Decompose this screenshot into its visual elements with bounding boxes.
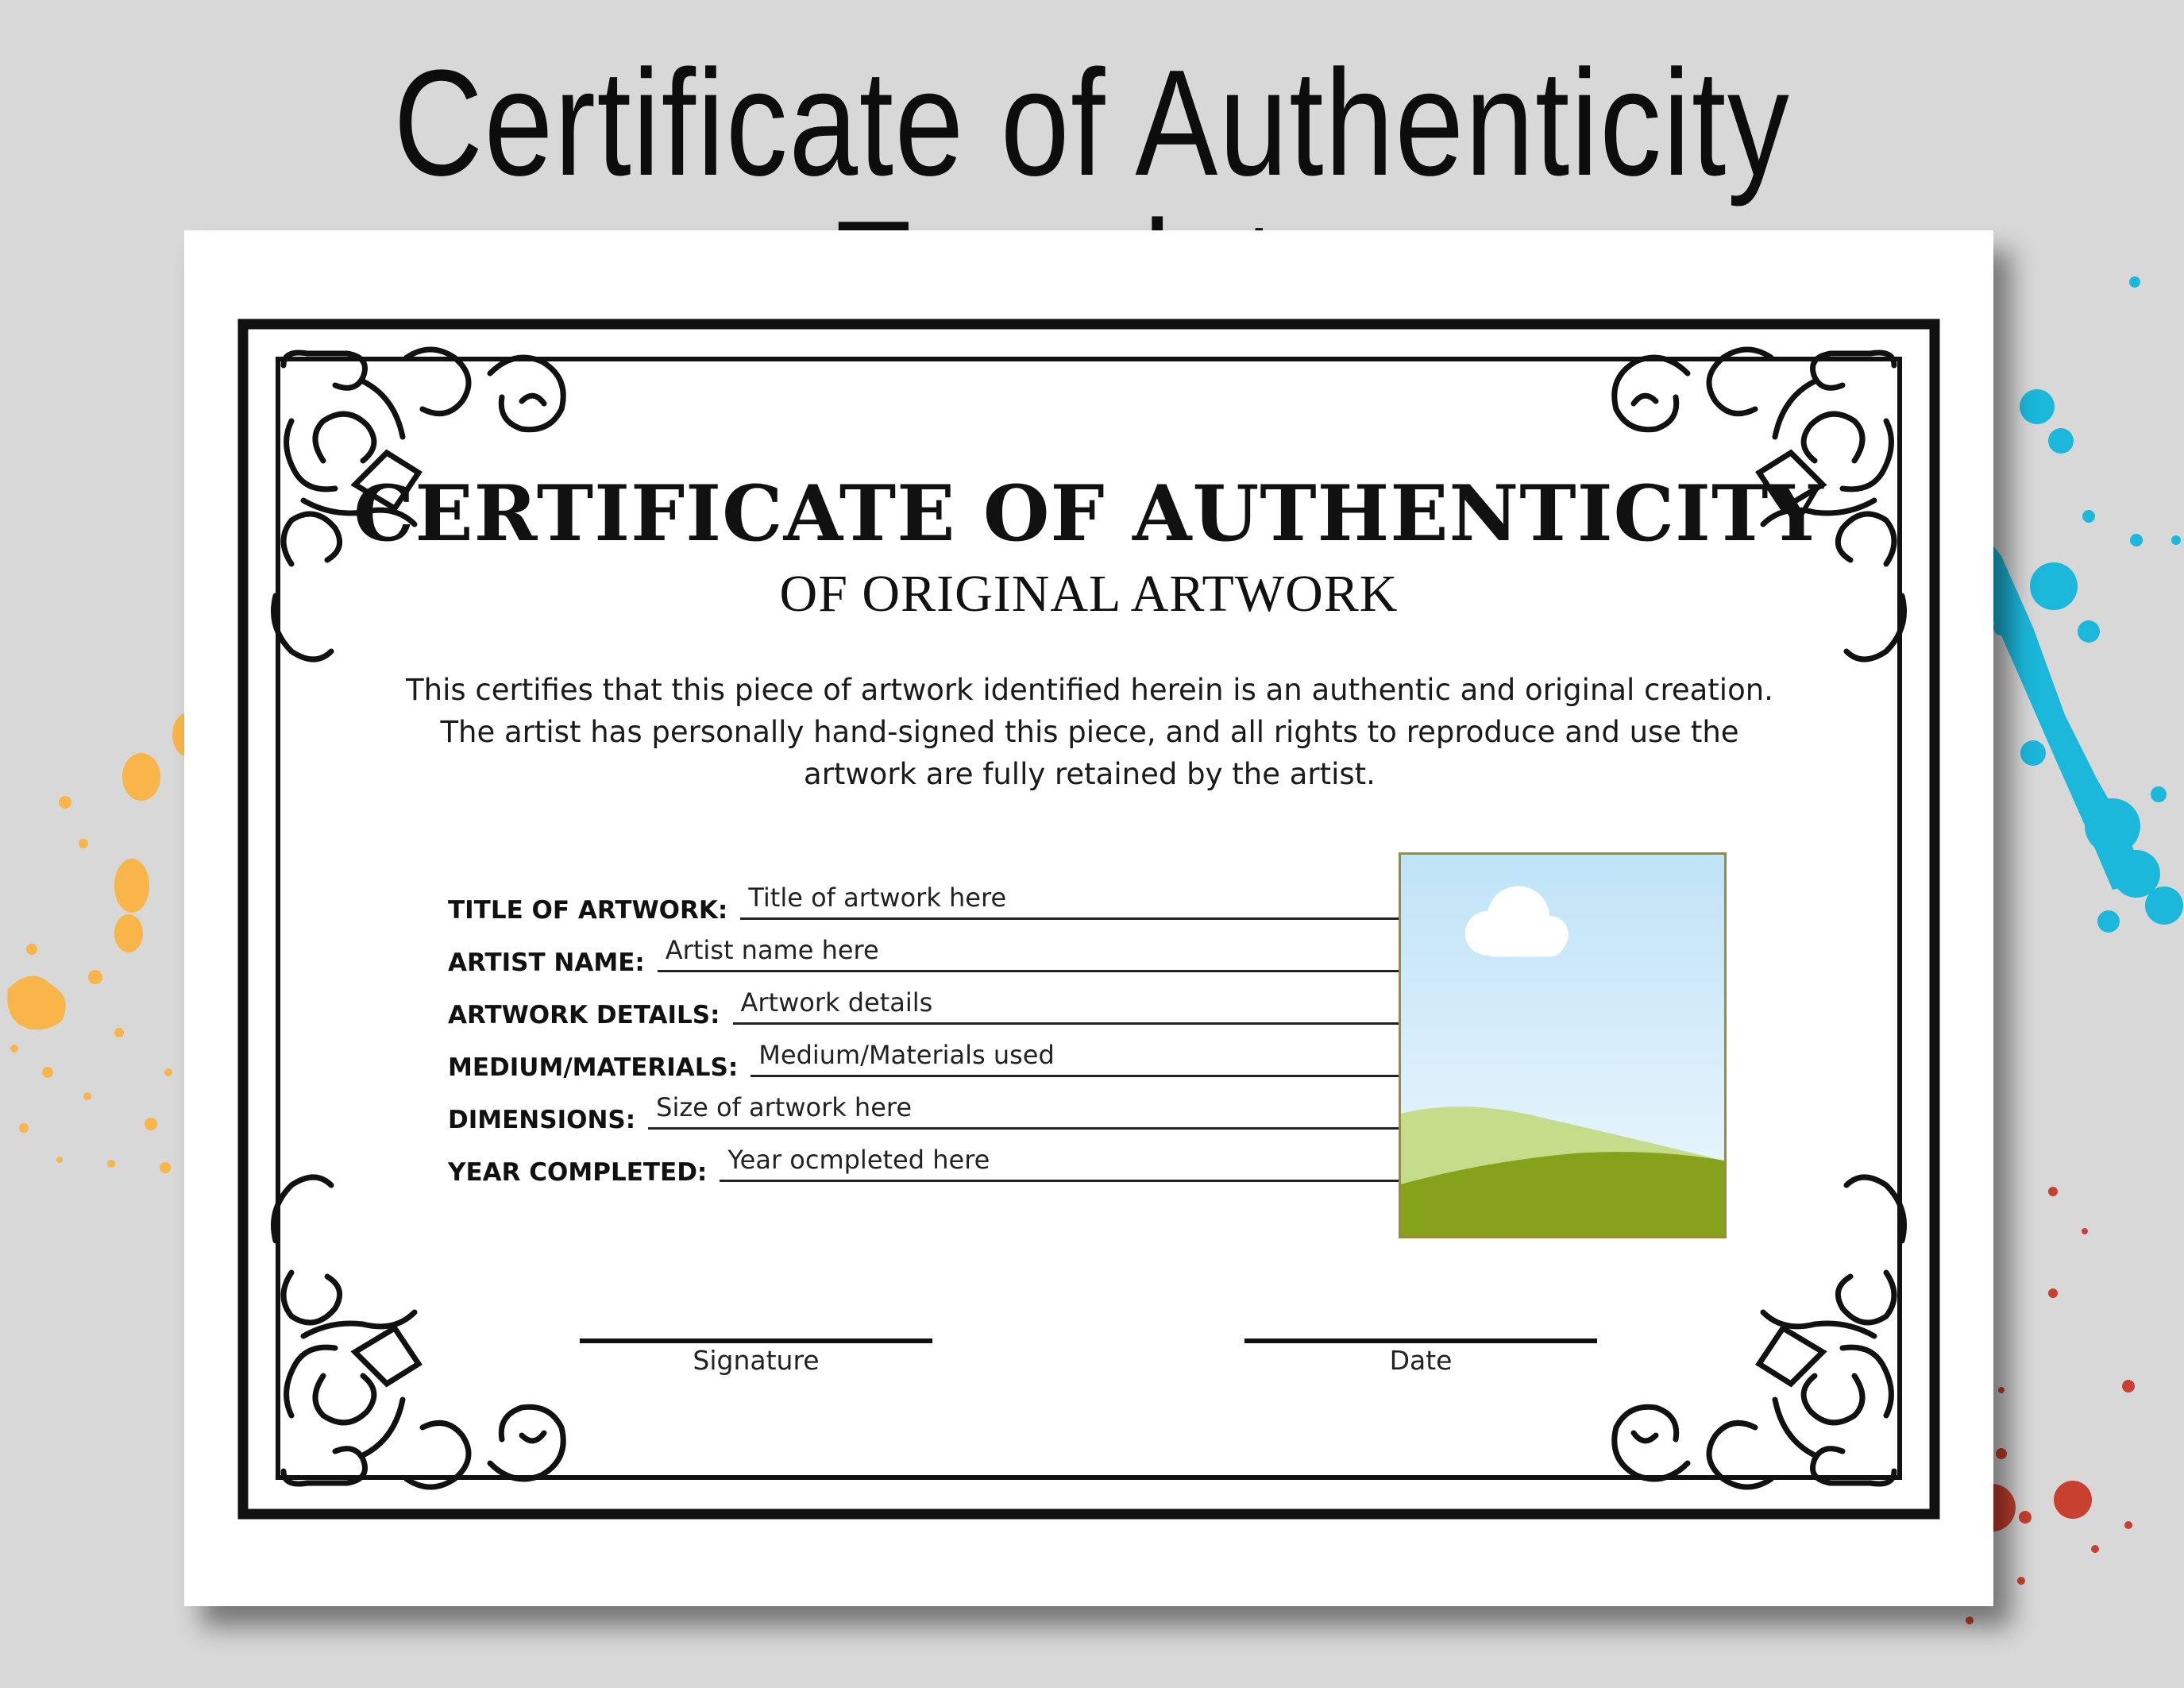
field-value: Size of artwork here (656, 1092, 913, 1122)
field-label: YEAR COMPLETED: (448, 1158, 708, 1187)
field-label: MEDIUM/MATERIALS: (448, 1053, 739, 1082)
field-input-line[interactable] (740, 879, 1459, 920)
field-input-line[interactable] (658, 932, 1459, 972)
date-label: Date (1389, 1345, 1453, 1376)
field-year-completed (448, 1134, 1459, 1187)
field-artist-name (448, 925, 1459, 977)
field-value: Title of artwork here (748, 883, 1007, 913)
date-line[interactable] (1244, 1338, 1597, 1343)
field-dimensions (448, 1082, 1459, 1134)
field-value: Artwork details (740, 987, 933, 1018)
orange-splatter (7, 713, 204, 1173)
field-label: ARTIST NAME: (448, 948, 645, 977)
signature-line[interactable] (580, 1338, 932, 1343)
date-block (1244, 1338, 1597, 1376)
field-input-line[interactable] (648, 1089, 1459, 1130)
certificate-subtitle: OF ORIGINAL ARTWORK (779, 565, 1399, 623)
certificate-body-text: This certifies that this piece of artwork identified herein is an authentic and original creation. The artist has personally hand-signed this piece, and all rights to reproduce and use the artwork are fully retained by the artist. (406, 673, 1773, 791)
field-value: Medium/Materials used (758, 1040, 1055, 1070)
page-heading: Certificate of Authenticity (393, 39, 1791, 207)
field-input-line[interactable] (751, 1037, 1459, 1077)
field-artwork-details (448, 977, 1459, 1029)
field-label: ARTWORK DETAILS: (448, 1001, 720, 1029)
field-label: TITLE OF ARTWORK: (448, 896, 728, 925)
field-label: DIMENSIONS: (448, 1106, 636, 1134)
field-input-line[interactable] (733, 984, 1460, 1025)
field-medium-materials (448, 1029, 1459, 1082)
field-title-of-artwork (448, 872, 1459, 925)
signature-label: Signature (693, 1345, 820, 1376)
field-input-line[interactable] (720, 1141, 1459, 1182)
signature-block (580, 1338, 932, 1376)
field-value: Year ocmpleted here (727, 1145, 990, 1175)
certificate-title: CERTIFICATE OF AUTHENTICITY (353, 469, 1824, 558)
certificate-paper (184, 230, 1993, 1606)
artwork-photo-placeholder[interactable] (1399, 852, 1727, 1238)
field-value: Artist name here (665, 935, 879, 965)
landscape-placeholder-icon (1401, 855, 1724, 1236)
